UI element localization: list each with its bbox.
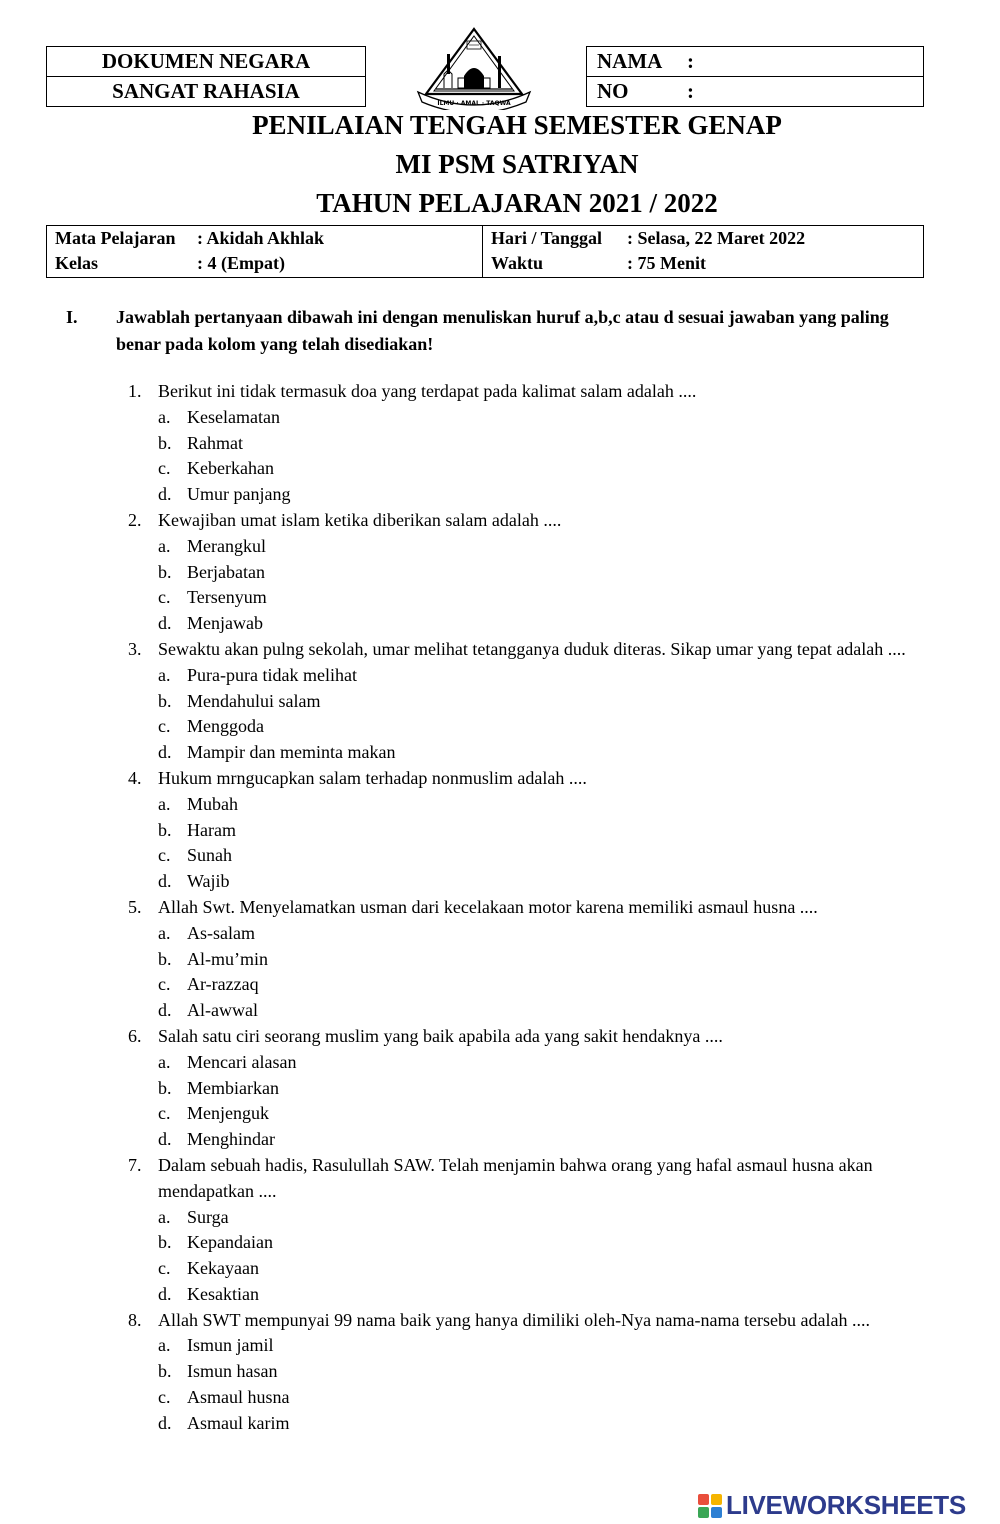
time-row bbox=[491, 253, 706, 274]
option-text: Kekayaan bbox=[187, 1258, 259, 1279]
option-text: Membiarkan bbox=[187, 1077, 279, 1098]
document-classification-label: DOKUMEN NEGARA bbox=[101, 49, 311, 73]
option-text: Mampir dan meminta makan bbox=[187, 742, 396, 763]
answer-option bbox=[128, 1385, 948, 1411]
school-logo bbox=[414, 26, 534, 110]
question-text: Hukum mrngucapkan salam terhadap nonmuslim adalah .... bbox=[158, 767, 587, 788]
answer-option bbox=[128, 921, 948, 947]
answer-option bbox=[128, 431, 948, 457]
option-letter: a. bbox=[158, 1051, 171, 1072]
option-text: Keberkahan bbox=[187, 458, 274, 479]
option-text: Wajib bbox=[187, 871, 230, 892]
question-text: Dalam sebuah hadis, Rasulullah SAW. Telah menjamin bahwa orang yang hafal asmaul husna akan mendapatkan .... bbox=[158, 1154, 873, 1201]
secrecy-box bbox=[46, 76, 366, 107]
info-divider bbox=[482, 226, 483, 277]
class-value: : 4 (Empat) bbox=[197, 253, 285, 273]
liveworksheets-brand: LIVEWORKSHEETS bbox=[726, 1490, 966, 1520]
liveworksheets-logo-icon bbox=[698, 1494, 722, 1518]
school-logo-icon bbox=[414, 26, 534, 110]
subject-value: : Akidah Akhlak bbox=[197, 228, 325, 248]
option-letter: c. bbox=[158, 716, 171, 737]
name-field-label: NAMA bbox=[597, 49, 663, 73]
option-text: Pura-pura tidak melihat bbox=[187, 664, 357, 685]
option-letter: b. bbox=[158, 948, 172, 969]
name-field-box[interactable] bbox=[586, 46, 924, 77]
option-letter: d. bbox=[158, 613, 172, 634]
answer-option bbox=[128, 456, 948, 482]
question-number: 7. bbox=[128, 1154, 142, 1175]
answer-option bbox=[128, 1127, 948, 1153]
answer-option bbox=[128, 1230, 948, 1256]
option-text: Keselamatan bbox=[187, 406, 280, 427]
logo-motto: ILMU · AMAL · TAQWA bbox=[437, 100, 511, 107]
exam-title: PENILAIAN TENGAH SEMESTER GENAP bbox=[252, 110, 782, 140]
question-number: 3. bbox=[128, 638, 142, 659]
answer-option bbox=[128, 869, 948, 895]
answer-option bbox=[128, 560, 948, 586]
school-name: MI PSM SATRIYAN bbox=[395, 149, 639, 179]
option-text: Menghindar bbox=[187, 1129, 275, 1150]
option-text: As-salam bbox=[187, 922, 255, 943]
subject-label: Mata Pelajaran bbox=[55, 228, 176, 248]
class-row bbox=[55, 253, 285, 274]
answer-option bbox=[128, 689, 948, 715]
option-text: Al-awwal bbox=[187, 1000, 258, 1021]
option-letter: c. bbox=[158, 845, 171, 866]
option-letter: c. bbox=[158, 458, 171, 479]
option-letter: b. bbox=[158, 1077, 172, 1098]
question-text: Salah satu ciri seorang muslim yang baik apabila ada yang sakit hendaknya .... bbox=[158, 1025, 723, 1046]
logo-square-3 bbox=[698, 1507, 709, 1518]
question-8 bbox=[128, 1308, 948, 1334]
date-row bbox=[491, 228, 805, 249]
option-text: Ismun hasan bbox=[187, 1361, 278, 1382]
question-4 bbox=[128, 766, 948, 792]
answer-option bbox=[128, 972, 948, 998]
option-text: Kepandaian bbox=[187, 1232, 273, 1253]
option-letter: a. bbox=[158, 664, 171, 685]
section-instruction bbox=[66, 304, 916, 358]
answer-option bbox=[128, 947, 948, 973]
option-text: Menggoda bbox=[187, 716, 264, 737]
question-6 bbox=[128, 1024, 948, 1050]
name-field-colon: : bbox=[687, 49, 694, 73]
question-5 bbox=[128, 895, 948, 921]
answer-option bbox=[128, 792, 948, 818]
option-text: Surga bbox=[187, 1206, 229, 1227]
option-letter: b. bbox=[158, 432, 172, 453]
option-text: Ismun jamil bbox=[187, 1335, 274, 1356]
question-number: 1. bbox=[128, 381, 142, 401]
answer-option bbox=[128, 818, 948, 844]
answer-option bbox=[128, 611, 948, 637]
answer-option bbox=[128, 585, 948, 611]
document-classification-box bbox=[46, 46, 366, 77]
answer-option bbox=[128, 482, 948, 508]
answer-option bbox=[128, 1411, 948, 1437]
answer-option bbox=[128, 663, 948, 689]
question-text: Kewajiban umat islam ketika diberikan salam adalah .... bbox=[158, 509, 562, 530]
option-letter: b. bbox=[158, 1361, 172, 1382]
option-text: Rahmat bbox=[187, 432, 243, 453]
option-letter: a. bbox=[158, 1335, 171, 1356]
date-value: : Selasa, 22 Maret 2022 bbox=[627, 228, 806, 248]
option-text: Menjenguk bbox=[187, 1103, 269, 1124]
question-1 bbox=[128, 379, 948, 405]
option-letter: a. bbox=[158, 1206, 171, 1227]
section-number: I. bbox=[66, 307, 78, 327]
option-letter: c. bbox=[158, 587, 171, 608]
answer-option bbox=[128, 1256, 948, 1282]
option-letter: d. bbox=[158, 1412, 172, 1433]
option-text: Haram bbox=[187, 819, 236, 840]
option-text: Umur panjang bbox=[187, 484, 291, 505]
option-letter: a. bbox=[158, 793, 171, 814]
logo-square-1 bbox=[698, 1494, 709, 1505]
logo-square-2 bbox=[711, 1494, 722, 1505]
answer-option bbox=[128, 740, 948, 766]
answer-option bbox=[128, 1101, 948, 1127]
exam-info-table bbox=[46, 225, 924, 278]
answer-option bbox=[128, 998, 948, 1024]
question-number: 8. bbox=[128, 1309, 142, 1330]
number-field-label: NO bbox=[597, 79, 629, 103]
option-letter: c. bbox=[158, 1387, 171, 1408]
option-letter: a. bbox=[158, 535, 171, 556]
option-letter: c. bbox=[158, 1258, 171, 1279]
question-text: Allah Swt. Menyelamatkan usman dari kecelakaan motor karena memiliki asmaul husna .... bbox=[158, 896, 818, 917]
question-number: 2. bbox=[128, 509, 142, 530]
option-text: Asmaul husna bbox=[187, 1387, 290, 1408]
option-text: Ar-razzaq bbox=[187, 974, 259, 995]
question-text: Allah SWT mempunyai 99 nama baik yang hanya dimiliki oleh-Nya nama-nama tersebu adalah .... bbox=[158, 1309, 870, 1330]
option-text: Mubah bbox=[187, 793, 238, 814]
question-number: 4. bbox=[128, 767, 142, 788]
time-value: : 75 Menit bbox=[627, 253, 706, 273]
class-label: Kelas bbox=[55, 253, 98, 273]
instruction-text: Jawablah pertanyaan dibawah ini dengan menuliskan huruf a,b,c atau d sesuai jawaban yang paling benar pada kolom yang telah disediakan! bbox=[116, 307, 889, 354]
logo-square-4 bbox=[711, 1507, 722, 1518]
option-letter: b. bbox=[158, 561, 172, 582]
answer-option bbox=[128, 1205, 948, 1231]
subject-row bbox=[55, 228, 324, 249]
answer-option bbox=[128, 534, 948, 560]
liveworksheets-footer bbox=[698, 1490, 966, 1521]
question-7 bbox=[128, 1153, 948, 1205]
question-list bbox=[128, 379, 948, 1437]
time-label: Waktu bbox=[491, 253, 544, 273]
question-number: 5. bbox=[128, 896, 142, 917]
option-text: Mencari alasan bbox=[187, 1051, 297, 1072]
option-text: Mendahului salam bbox=[187, 690, 321, 711]
option-text: Al-mu’min bbox=[187, 948, 268, 969]
option-letter: d. bbox=[158, 742, 172, 763]
secrecy-label: SANGAT RAHASIA bbox=[112, 79, 300, 103]
option-letter: d. bbox=[158, 484, 172, 505]
answer-option bbox=[128, 1282, 948, 1308]
option-letter: b. bbox=[158, 690, 172, 711]
number-field-colon: : bbox=[687, 79, 694, 103]
option-text: Sunah bbox=[187, 845, 232, 866]
option-letter: d. bbox=[158, 871, 172, 892]
option-letter: b. bbox=[158, 819, 172, 840]
question-text: Sewaktu akan pulng sekolah, umar melihat tetangganya duduk diteras. Sikap umar yang tepat adalah .... bbox=[158, 638, 906, 659]
answer-option bbox=[128, 1050, 948, 1076]
academic-year: TAHUN PELAJARAN 2021 / 2022 bbox=[316, 188, 718, 218]
answer-option bbox=[128, 1076, 948, 1102]
option-text: Berjabatan bbox=[187, 561, 265, 582]
answer-option bbox=[128, 405, 948, 431]
option-text: Menjawab bbox=[187, 613, 263, 634]
question-text: Berikut ini tidak termasuk doa yang terdapat pada kalimat salam adalah .... bbox=[158, 381, 697, 401]
number-field-box[interactable] bbox=[586, 76, 924, 107]
option-letter: c. bbox=[158, 1103, 171, 1124]
option-letter: a. bbox=[158, 406, 171, 427]
option-letter: a. bbox=[158, 922, 171, 943]
option-text: Asmaul karim bbox=[187, 1412, 290, 1433]
option-letter: d. bbox=[158, 1000, 172, 1021]
option-letter: d. bbox=[158, 1283, 172, 1304]
answer-option bbox=[128, 1359, 948, 1385]
option-letter: b. bbox=[158, 1232, 172, 1253]
option-letter: c. bbox=[158, 974, 171, 995]
option-text: Merangkul bbox=[187, 535, 266, 556]
option-text: Tersenyum bbox=[187, 587, 267, 608]
answer-option bbox=[128, 1333, 948, 1359]
answer-option bbox=[128, 843, 948, 869]
question-2 bbox=[128, 508, 948, 534]
option-letter: d. bbox=[158, 1129, 172, 1150]
question-3 bbox=[128, 637, 948, 663]
date-label: Hari / Tanggal bbox=[491, 228, 603, 248]
question-number: 6. bbox=[128, 1025, 142, 1046]
answer-option bbox=[128, 714, 948, 740]
option-text: Kesaktian bbox=[187, 1283, 259, 1304]
